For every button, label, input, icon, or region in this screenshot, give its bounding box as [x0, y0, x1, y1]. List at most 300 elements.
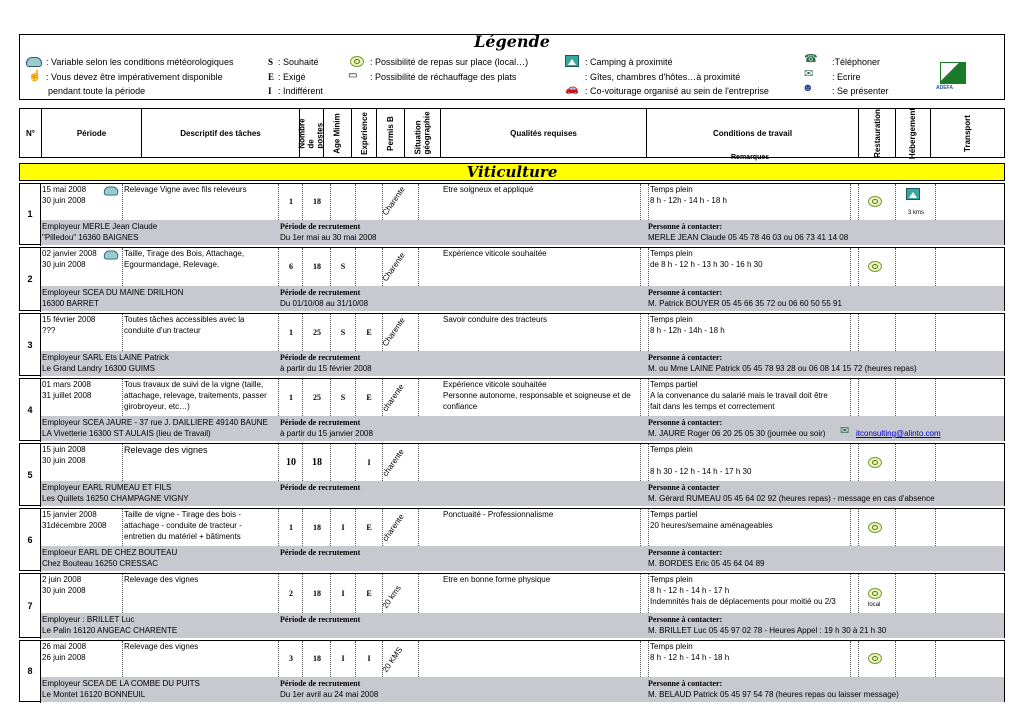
record-number: 3 — [27, 339, 33, 350]
column-divider — [278, 444, 279, 481]
adresse: Chez Bouteau 16250 CRESSAC — [42, 559, 159, 568]
weather-icon — [26, 57, 42, 67]
condition-line: A la convenance du salarié mais le travail doit être — [650, 391, 828, 400]
adresse: Le Montet 16120 BONNEUIL — [42, 690, 146, 699]
situation-value: Charente — [380, 250, 407, 283]
legend-ecrire: : Ecrire — [832, 72, 861, 82]
situation-value: charente — [380, 447, 406, 478]
column-divider — [895, 184, 896, 220]
record-row — [19, 640, 1005, 702]
employeur: Employeur SARL Ets LAINE Patrick — [42, 353, 169, 362]
contact-label: Personne à contacter: — [648, 548, 723, 557]
date-start: 15 janvier 2008 — [42, 510, 97, 519]
date-end: ??? — [42, 326, 56, 335]
column-divider — [895, 379, 896, 416]
column-divider — [355, 509, 356, 546]
header-age: Age Minim — [333, 112, 343, 154]
header-restauration: Restauration — [872, 108, 882, 158]
condition-line: Temps plein — [650, 249, 693, 258]
record-divider — [40, 444, 41, 507]
postes-value: 1 — [289, 197, 293, 206]
column-divider — [330, 509, 331, 546]
column-divider — [858, 444, 859, 481]
column-divider — [935, 444, 936, 481]
adefa-logo-text: ADEFA — [936, 85, 953, 91]
column-divider — [648, 379, 649, 416]
condition-line: 20 heures/semaine aménageables — [650, 521, 773, 530]
condition-line: fait dans les temps et correctement — [650, 402, 775, 411]
date-start: 15 février 2008 — [42, 315, 96, 324]
column-divider — [418, 248, 419, 286]
experience-value: I — [341, 588, 345, 598]
column-divider — [382, 641, 383, 677]
date-end: 31décembre 2008 — [42, 521, 107, 530]
column-divider — [850, 509, 851, 546]
header-nombre-postes: Nombre de postes — [298, 117, 326, 149]
postes-value: 2 — [289, 588, 293, 598]
column-divider — [640, 379, 641, 416]
record-row — [19, 183, 1005, 245]
age-value: 18 — [313, 197, 321, 206]
contact-label: Personne à contacter: — [648, 418, 723, 427]
column-divider — [418, 184, 419, 220]
contact-value: M. BORDES Eric 05 45 64 04 89 — [648, 559, 765, 568]
contact-value: M. Gérard RUMEAU 05 45 64 02 92 (heures repas) - message en cas d'absence — [648, 494, 935, 503]
qualite-line: Etre en bonne forme physique — [443, 575, 551, 584]
task-description: Relevage des vignes — [124, 445, 208, 455]
column-divider — [648, 184, 649, 220]
age-value: 18 — [313, 588, 321, 598]
column-divider — [418, 574, 419, 613]
record-divider — [40, 509, 41, 572]
contact-value: M. BRILLET Luc 05 45 97 02 78 - Heures Appel : 19 h 30 à 21 h 30 — [648, 626, 887, 635]
task-description: Taille de vigne - Tirage des bois - — [124, 510, 241, 519]
column-divider — [648, 574, 649, 613]
condition-line: 8 h - 12 h - 14 h - 18 h — [650, 653, 730, 662]
header-descriptif: Descriptif des tâches — [142, 109, 300, 157]
contact-value: M. BELAUD Patrick 05 45 97 54 78 (heures repas ou laisser message) — [648, 690, 899, 699]
date-start: 01 mars 2008 — [42, 380, 91, 389]
column-divider — [355, 641, 356, 677]
column-divider — [302, 574, 303, 613]
restaurant-icon — [868, 522, 882, 533]
condition-line: Temps partiel — [650, 510, 698, 519]
weather-icon — [104, 251, 118, 260]
column-divider — [648, 248, 649, 286]
header-conditions: Conditions de travail — [647, 109, 859, 157]
legend-presenter: : Se présenter — [832, 86, 889, 96]
restaurant-icon — [350, 56, 364, 67]
column-divider — [122, 314, 123, 351]
column-divider — [278, 641, 279, 677]
periode-value: à partir du 15 février 2008 — [280, 364, 372, 373]
situation-value: charente — [380, 512, 406, 543]
contact-label: Personne à contacter — [648, 483, 720, 492]
contact-email-link[interactable]: itconsulting@alinto.com — [856, 429, 941, 438]
column-divider — [278, 248, 279, 286]
column-divider — [858, 641, 859, 677]
contact-label: Personne à contacter: — [648, 679, 723, 688]
record-number: 8 — [27, 666, 33, 676]
contact-value: MERLE JEAN Claude 05 45 78 46 03 ou 06 73 41 14 08 — [648, 233, 849, 242]
section-viticulture: Viticulture — [19, 163, 1005, 181]
record-number: 4 — [27, 404, 33, 415]
age-value: 18 — [313, 262, 321, 271]
employeur: Employeur : BRILLET Luc — [42, 615, 135, 624]
column-divider — [278, 574, 279, 613]
task-description: Taille, Tirage des Bois, Attachage, — [124, 249, 245, 258]
column-divider — [418, 314, 419, 351]
age-value: 25 — [313, 327, 321, 337]
column-divider — [355, 314, 356, 351]
date-end: 26 juin 2008 — [42, 653, 86, 662]
periode-label: Période de recrutement — [280, 483, 361, 492]
header-n: N° — [20, 109, 42, 157]
column-divider — [648, 314, 649, 351]
write-icon: ✉ — [840, 425, 850, 437]
condition-line: Temps plein — [650, 315, 693, 324]
situation-value: Charente — [380, 184, 407, 217]
column-divider — [278, 509, 279, 546]
column-divider — [640, 444, 641, 481]
header-transport: Transport — [963, 114, 972, 152]
date-end: 30 juin 2008 — [42, 586, 86, 595]
column-divider — [858, 314, 859, 351]
record-row — [19, 247, 1005, 311]
column-divider — [640, 248, 641, 286]
column-divider — [330, 314, 331, 351]
column-divider — [895, 248, 896, 286]
age-value: 18 — [313, 522, 321, 532]
periode-value: Du 1er avril au 24 mai 2008 — [280, 690, 379, 699]
column-divider — [640, 314, 641, 351]
experience-value: I — [341, 522, 345, 532]
column-divider — [382, 444, 383, 481]
column-divider — [895, 641, 896, 677]
column-divider — [355, 379, 356, 416]
column-divider — [382, 509, 383, 546]
column-divider — [648, 509, 649, 546]
column-divider — [850, 379, 851, 416]
column-divider — [122, 509, 123, 546]
adefa-logo — [940, 62, 966, 84]
column-divider — [330, 641, 331, 677]
legend-repas: : Possibilité de repas sur place (local…) — [370, 57, 529, 67]
date-start: 26 mai 2008 — [42, 642, 87, 651]
column-divider — [850, 641, 851, 677]
column-divider — [935, 248, 936, 286]
record-divider — [40, 641, 41, 703]
situation-value: 20 KMS — [380, 645, 405, 674]
camping-note: 3 kms — [908, 210, 925, 216]
situation-value: charente — [380, 382, 406, 413]
column-divider — [122, 444, 123, 481]
record-row — [19, 508, 1005, 571]
column-divider — [640, 184, 641, 220]
column-divider — [382, 248, 383, 286]
column-divider — [850, 314, 851, 351]
header-experience: Expérience — [359, 111, 369, 155]
condition-line: Temps plein — [650, 642, 693, 651]
column-divider — [382, 314, 383, 351]
periode-label: Période de recrutement — [280, 679, 361, 688]
condition-line: 8 h - 12h - 14 h - 18 h — [650, 196, 727, 205]
record-row — [19, 573, 1005, 638]
record-footer — [40, 546, 1004, 571]
legend-souhaite: : Souhaité — [278, 57, 319, 67]
column-divider — [302, 444, 303, 481]
header-permis: Permis B — [386, 115, 395, 151]
phone-icon: ☎ — [804, 53, 818, 65]
condition-line: Temps plein — [650, 185, 693, 194]
date-start: 2 juin 2008 — [42, 575, 82, 584]
header-situation: Situation géographie — [413, 111, 432, 155]
column-divider — [895, 574, 896, 613]
column-divider — [935, 574, 936, 613]
qualite-line: confiance — [443, 402, 478, 411]
column-divider — [640, 509, 641, 546]
task-description: Tous travaux de suivi de la vigne (taille, — [124, 380, 264, 389]
column-divider — [122, 379, 123, 416]
record-row — [19, 378, 1005, 441]
task-description: attachage, relevage, traitements, passer — [124, 391, 267, 400]
legend-code-s: S — [268, 57, 274, 67]
employeur: Employeur MERLE Jean Claude — [42, 222, 158, 231]
qualite-line: Etre soigneux et appliqué — [443, 185, 534, 194]
column-divider — [302, 379, 303, 416]
column-divider — [935, 184, 936, 220]
weather-icon — [104, 187, 118, 196]
contact-value: M. Patrick BOUYER 05 45 66 35 72 ou 06 60 50 55 91 — [648, 299, 842, 308]
date-end: 30 juin 2008 — [42, 260, 86, 269]
column-divider — [122, 184, 123, 220]
permis-value: E — [366, 392, 372, 402]
postes-value: 3 — [289, 654, 293, 663]
column-divider — [648, 444, 649, 481]
permis-value: I — [367, 457, 371, 467]
header-qualites: Qualités requises — [441, 109, 647, 157]
restaurant-note: local — [868, 601, 881, 608]
qualite-line: Savoir conduire des tracteurs — [443, 315, 548, 324]
task-description: Toutes tâches accessibles avec la — [124, 315, 245, 324]
header-periode: Période — [42, 109, 142, 157]
qualite-line: Personne autonome, responsable et soigneuse et de — [443, 391, 631, 400]
column-divider — [935, 641, 936, 677]
situation-value: Charente — [380, 315, 407, 348]
task-description: conduite d'un tracteur — [124, 326, 201, 335]
task-description: Relevage Vigne avec fils releveurs — [124, 185, 247, 194]
column-divider — [382, 379, 383, 416]
permis-value: E — [366, 522, 372, 532]
column-divider — [895, 444, 896, 481]
column-divider — [858, 248, 859, 286]
write-icon: ✉ — [804, 68, 814, 80]
column-divider — [122, 248, 123, 286]
adresse: "Pilledou" 16360 BAIGNES — [42, 233, 139, 242]
adresse: Le Palin 16120 ANGEAC CHARENTE — [42, 626, 178, 635]
column-divider — [122, 641, 123, 677]
camping-icon — [906, 188, 920, 200]
condition-line: 8 h 30 - 12 h - 14 h - 17 h 30 — [650, 467, 752, 476]
employeur: Employeur SCEA DE LA COMBE DU PUITS — [42, 679, 200, 688]
task-description: Relevage des vignes — [124, 575, 199, 584]
date-start: 02 janvier 2008 — [42, 249, 97, 258]
column-divider — [850, 248, 851, 286]
legend-box — [19, 34, 1005, 100]
periode-label: Période de recrutement — [280, 353, 361, 362]
qualite-line: Expérience viticole souhaitée — [443, 380, 547, 389]
header-remarques: Remarques — [731, 154, 770, 161]
postes-value: 1 — [289, 522, 293, 532]
column-divider — [330, 379, 331, 416]
column-divider — [382, 184, 383, 220]
record-row — [19, 313, 1005, 376]
record-number: 5 — [27, 469, 33, 480]
record-number: 2 — [27, 274, 33, 284]
task-description: girobroyeur, etc…) — [124, 402, 190, 411]
column-divider — [355, 444, 356, 481]
column-divider — [330, 248, 331, 286]
column-divider — [895, 509, 896, 546]
contact-value: M. JAURE Roger 06 20 25 05 30 (journée ou soir) — [648, 429, 826, 438]
column-divider — [302, 314, 303, 351]
qualite-line: Expérience viticole souhaitée — [443, 249, 547, 258]
postes-value: 6 — [289, 262, 293, 271]
record-divider — [40, 248, 41, 312]
car-icon: 🚗 — [565, 83, 579, 95]
contact-label: Personne à contacter: — [648, 222, 723, 231]
column-divider — [640, 574, 641, 613]
column-divider — [858, 574, 859, 613]
record-footer — [40, 220, 1004, 245]
legend-code-e: E — [268, 72, 275, 82]
column-divider — [330, 184, 331, 220]
legend-dispo-2: pendant toute la période — [48, 86, 146, 96]
adresse: Le Grand Landry 16300 GUIMS — [42, 364, 155, 373]
record-number: 7 — [27, 600, 33, 611]
legend-camping: : Camping à proximité — [585, 57, 673, 67]
legend-weather: : Variable selon les conditions météorologiques — [46, 57, 234, 67]
record-footer — [40, 286, 1004, 311]
restaurant-icon — [868, 653, 882, 664]
legend-covoiturage: : Co-voiturage organisé au sein de l'entreprise — [585, 86, 769, 96]
periode-label: Période de recrutement — [280, 418, 361, 427]
task-description: entretien du matériel + bâtiments — [124, 532, 241, 541]
legend-code-i: I — [268, 86, 272, 96]
restaurant-icon — [868, 588, 882, 599]
column-divider — [935, 379, 936, 416]
column-divider — [355, 184, 356, 220]
column-divider — [278, 314, 279, 351]
column-divider — [850, 574, 851, 613]
column-divider — [858, 379, 859, 416]
record-row — [19, 443, 1005, 506]
restaurant-icon — [868, 196, 882, 207]
legend-indifferent: : Indifférent — [278, 86, 323, 96]
qualite-line: Ponctuaité - Professionnalisme — [443, 510, 554, 519]
employeur: Employeur EARL RUMEAU ET FILS — [42, 483, 172, 492]
experience-value: S — [340, 392, 346, 402]
microwave-icon: ▭ — [348, 70, 358, 81]
column-divider — [418, 641, 419, 677]
adresse: LA Vivetterie 16300 ST AULAIS (lieu de Travail) — [42, 429, 211, 438]
column-divider — [418, 509, 419, 546]
record-divider — [40, 379, 41, 442]
date-end: 30 juin 2008 — [42, 196, 86, 205]
restaurant-icon — [868, 457, 882, 468]
condition-line: Temps plein — [650, 575, 693, 584]
header-hebergement: Hébergement — [908, 107, 918, 159]
task-description: attachage - conduite de tracteur - — [124, 521, 242, 530]
task-description: Relevage des vignes — [124, 642, 199, 651]
record-divider — [40, 314, 41, 377]
record-number: 1 — [27, 209, 33, 219]
column-divider — [302, 184, 303, 220]
adresse: Les Quillets 16250 CHAMPAGNE VIGNY — [42, 494, 189, 503]
permis-value: I — [367, 654, 371, 663]
age-value: 18 — [313, 654, 321, 663]
contact-label: Personne à contacter: — [648, 288, 723, 297]
column-divider — [850, 184, 851, 220]
legend-exige: : Exigé — [278, 72, 306, 82]
column-divider — [302, 509, 303, 546]
column-divider — [895, 314, 896, 351]
employeur: Employeur SCEA JAURE - 37 rue J. DAILLIERE 49140 BAUNE — [42, 418, 268, 427]
column-divider — [355, 574, 356, 613]
column-divider — [858, 509, 859, 546]
condition-line: de 8 h - 12 h - 13 h 30 - 16 h 30 — [650, 260, 763, 269]
column-divider — [355, 248, 356, 286]
column-divider — [850, 444, 851, 481]
column-divider — [330, 574, 331, 613]
postes-value: 1 — [289, 327, 293, 337]
periode-label: Période de recrutement — [280, 615, 361, 624]
contact-label: Personne à contacter: — [648, 353, 723, 362]
record-divider — [40, 184, 41, 246]
column-divider — [935, 509, 936, 546]
record-number: 6 — [27, 534, 33, 545]
column-divider — [302, 641, 303, 677]
column-divider — [640, 641, 641, 677]
legend-dispo: : Vous devez être impérativement disponible — [46, 72, 223, 82]
restaurant-icon — [868, 261, 882, 272]
column-divider — [858, 184, 859, 220]
age-value: 25 — [313, 392, 321, 402]
contact-label: Personne à contacter: — [648, 615, 723, 624]
column-divider — [382, 574, 383, 613]
situation-value: 20 kms — [380, 583, 403, 610]
column-divider — [330, 444, 331, 481]
camping-icon — [565, 55, 579, 67]
experience-value: S — [340, 262, 346, 271]
periode-value: Du 1er mai au 30 mai 2008 — [280, 233, 377, 242]
permis-value: E — [366, 588, 372, 598]
legend-telephoner: :Téléphoner — [832, 57, 881, 67]
column-divider — [122, 574, 123, 613]
legend-title: Légende — [474, 32, 550, 51]
column-divider — [418, 379, 419, 416]
table-header — [19, 107, 1005, 161]
legend-gites: : Gîtes, chambres d'hôtes…à proximité — [585, 72, 741, 82]
person-icon: ☝ — [28, 70, 42, 82]
postes-value: 1 — [289, 392, 293, 402]
condition-line: Temps partiel — [650, 380, 698, 389]
employeur: Emploeur EARL DE CHEZ BOUTEAU — [42, 548, 178, 557]
column-divider — [278, 184, 279, 220]
periode-label: Période de recrutement — [280, 548, 361, 557]
column-divider — [302, 248, 303, 286]
experience-value: S — [340, 327, 346, 337]
